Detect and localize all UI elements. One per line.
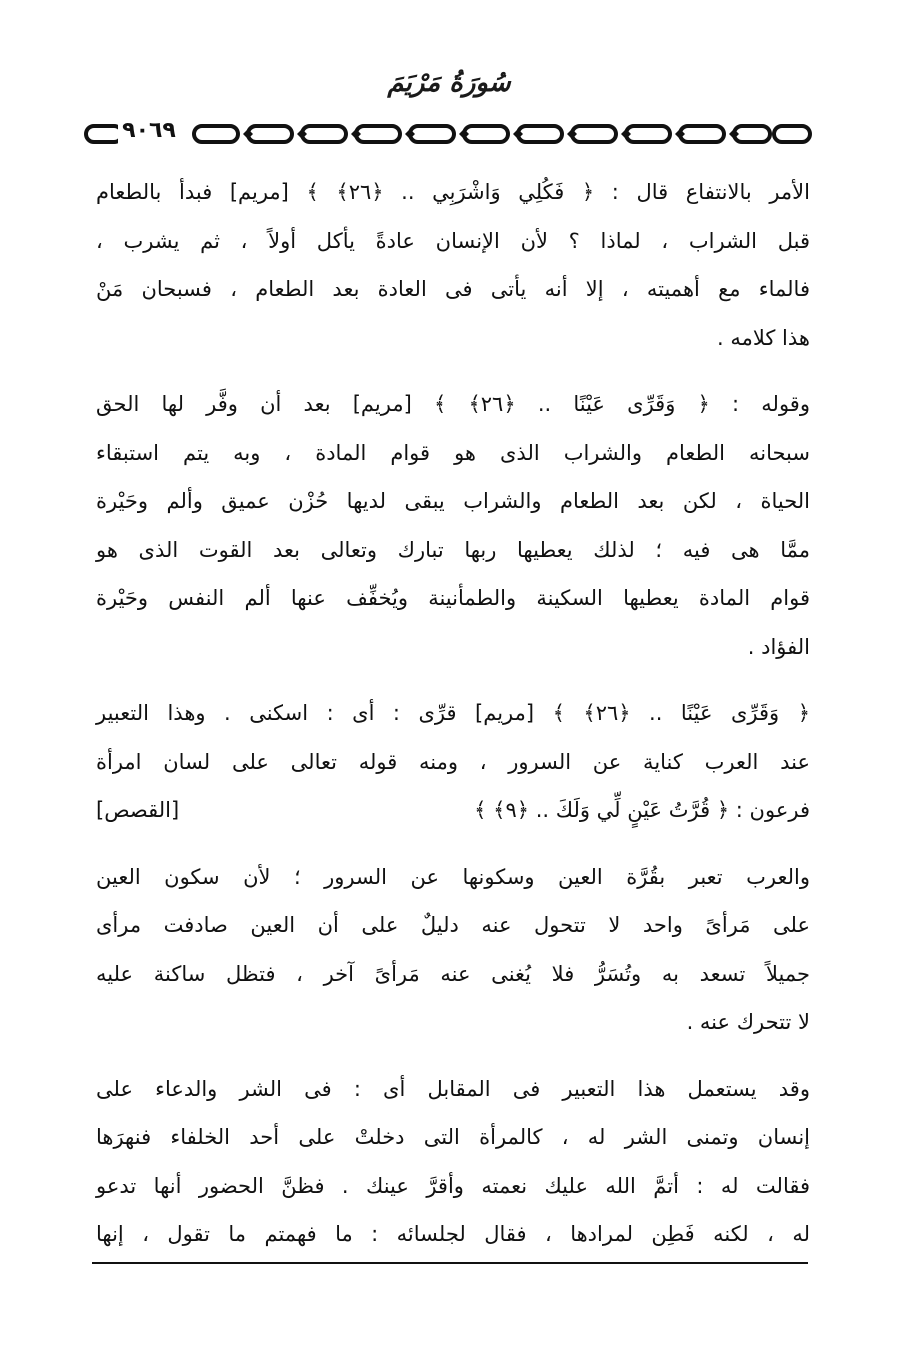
quran-quote: فرعون : ﴿ قُرَّتُ عَيْنٍ لِّي وَلَكَ .. ﴿٩﴾ ﴾ <box>474 798 810 822</box>
text-line: هذا كلامه . <box>717 325 810 350</box>
text-line: فالماء مع أهميته ، إلا أنه يأتى فى العادة بعد الطعام ، فسبحان مَنْ <box>96 277 810 301</box>
text-line: سبحانه الطعام والشراب الذى هو قوام المادة ، وبه يتم استبقاء <box>96 440 810 465</box>
text-line: الفؤاد . <box>747 634 810 659</box>
text-line: على مَرأىً واحد لا تتحول عنه دليلٌ على أن العين صادفت مرأى <box>96 913 810 937</box>
paragraph <box>96 168 810 362</box>
paragraph <box>96 380 810 671</box>
text-line: وقد يستعمل هذا التعبير فى المقابل أى : فى الشر والدعاء على <box>96 1076 810 1101</box>
text-line: عند العرب كناية عن السرور ، ومنه قوله تعالى على لسان امرأة <box>96 749 810 774</box>
decorative-chain-rule <box>84 119 812 149</box>
text-line: قوام المادة يعطيها السكينة والطمأنينة ويُخفِّف عنها ألم النفس وحَيْرة <box>96 586 810 610</box>
text-line: والعرب تعبر بقُرَّة العين وسكونها عن السرور ؛ لأن سكون العين <box>96 864 810 889</box>
text-line: الحياة ، لكن بعد الطعام والشراب يبقى لديها حُزْن عميق وألم وحَيْرة <box>96 489 810 513</box>
text-line: وقوله : ﴿ وَقَرِّى عَيْنًا .. ﴿٢٦﴾ ﴾ [مريم] بعد أن وفَّر لها الحق <box>96 392 810 416</box>
paragraph <box>96 853 810 1047</box>
text-line: ممَّا هى فيه ؛ لذلك يعطيها ربها تبارك وتعالى بعد القوت الذى هو <box>96 537 810 562</box>
body-text <box>96 168 810 1259</box>
quran-reference-line <box>96 786 810 835</box>
text-line: الأمر بالانتفاع قال : ﴿ فَكُلِي وَاشْرَبِي .. ﴿٢٦﴾ ﴾ [مريم] فبدأ بالطعام <box>96 180 810 204</box>
text-line: إنسان وتمنى الشر له ، كالمرأة التى دخلتْ على أحد الخلفاء فنهرَها <box>96 1125 810 1149</box>
paragraph <box>96 689 810 835</box>
text-line: له ، لكنه فَطِن لمرادها ، فقال لجلسائه : ما فهمتم ما تقول ، إنها <box>96 1222 810 1246</box>
paragraph <box>96 1065 810 1259</box>
text-line: جميلاً تسعد به وتُسَرُّ فلا يُغنى عنه مَرأىً آخر ، فتظل ساكنة عليه <box>96 961 810 986</box>
text-line: قبل الشراب ، لماذا ؟ لأن الإنسان عادةً يأكل أولاً ، ثم يشرب ، <box>96 228 810 253</box>
page-number: ٩٠٦٩ <box>118 118 180 148</box>
footer-rule <box>92 1262 808 1264</box>
text-line: فقالت له : أتمَّ الله عليك نعمته وأقرَّ عينك . فظنَّ الحضور أنها تدعو <box>96 1173 810 1198</box>
surah-reference: [القصص] <box>96 798 180 822</box>
text-line: ﴿ وَقَرِّى عَيْنًا .. ﴿٢٦﴾ ﴾ [مريم] قرِّى : أى : اسكنى . وهذا التعبير <box>96 701 811 725</box>
text-line: لا تتحرك عنه . <box>686 1010 810 1034</box>
surah-title: سُورَةُ مَرْيَمَ <box>387 68 511 98</box>
